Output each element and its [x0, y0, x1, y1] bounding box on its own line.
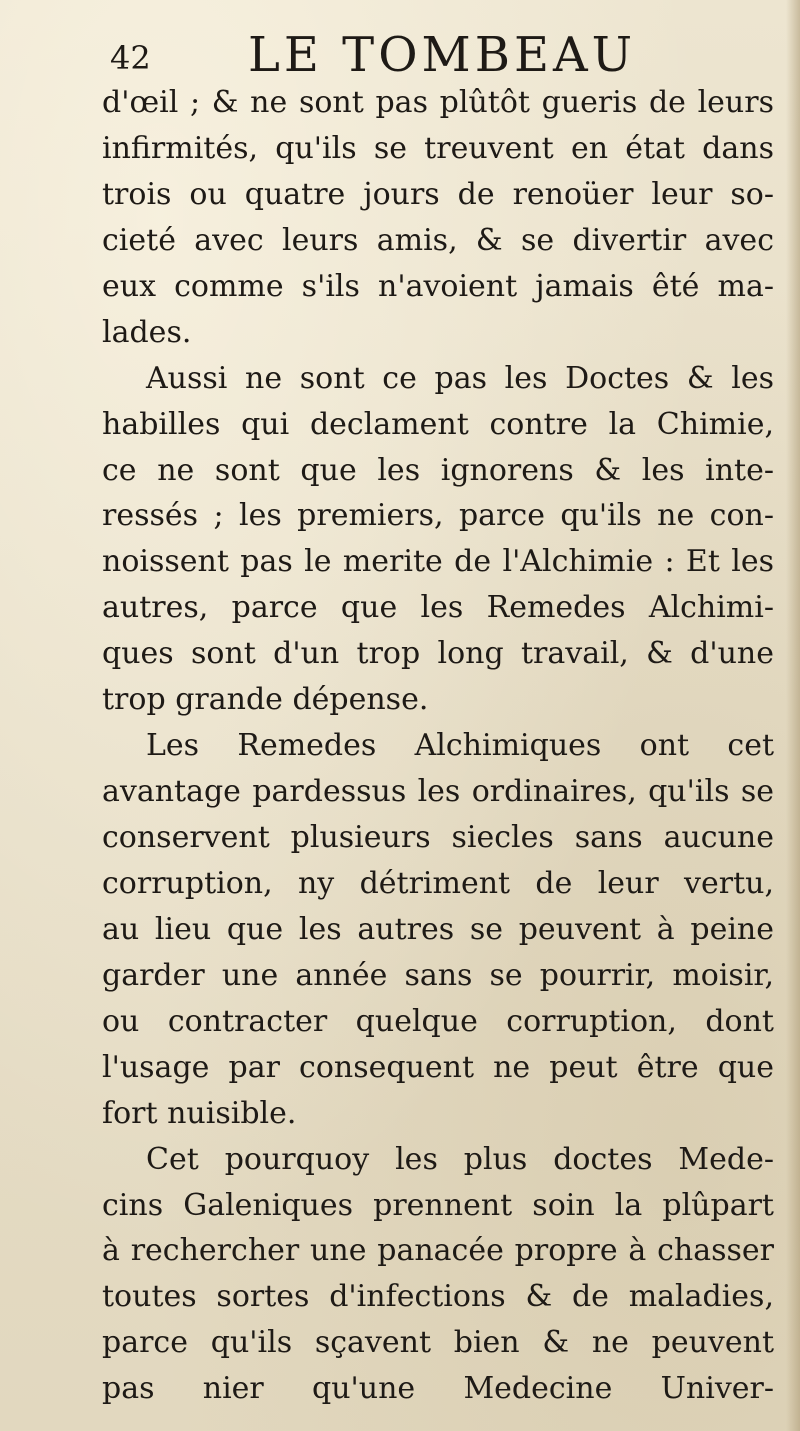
text-line: ques sont d'un trop long travail, & d'une [102, 636, 774, 672]
text-line: autres, parce que les Remedes Alchimi- [102, 590, 774, 626]
text-line: Cet pourquoy les plus doctes Mede- [146, 1141, 774, 1177]
text-line: ce ne sont que les ignorens & les inte- [102, 452, 774, 488]
text-line: avantage pardessus les ordinaires, qu'ils se [102, 774, 774, 810]
text-line: ou contracter quelque corruption, dont [102, 1003, 774, 1039]
text-line: lades. [102, 314, 192, 350]
page-edge-shadow [786, 0, 800, 1431]
text-line: corruption, ny détriment de leur vertu, [102, 865, 774, 901]
text-line: trois ou quatre jours de renoüer leur so- [102, 176, 774, 212]
text-line: trop grande dépense. [102, 682, 429, 718]
text-line: à rechercher une panacée propre à chasser [102, 1233, 774, 1269]
text-line: parce qu'ils sçavent bien & ne peuvent [102, 1325, 774, 1361]
running-title: LE TOMBEAU [248, 27, 637, 83]
text-line: habilles qui declament contre la Chimie, [102, 406, 774, 442]
text-line: cins Galeniques prennent soin la plûpart [102, 1187, 774, 1223]
page-number: 42 [110, 39, 151, 77]
text-line: toutes sortes d'infections & de maladies, [102, 1279, 774, 1315]
paragraph-2 [102, 356, 774, 724]
text-line: infirmités, qu'ils se treuvent en état dans [102, 130, 774, 166]
text-body [102, 80, 774, 1412]
text-line: eux comme s'ils n'avoient jamais êté ma- [102, 268, 774, 304]
text-line: Les Remedes Alchimiques ont cet [146, 728, 774, 764]
text-line: pas nier qu'une Medecine Univer- [102, 1371, 774, 1407]
text-line: garder une année sans se pourrir, moisir, [102, 957, 774, 993]
text-line: d'œil ; & ne sont pas plûtôt gueris de leurs [102, 85, 774, 120]
text-line: conservent plusieurs siecles sans aucune [102, 820, 774, 855]
paragraph-3 [102, 723, 774, 1136]
text-line: cieté avec leurs amis, & se divertir avec [102, 222, 774, 258]
text-line: noissent pas le merite de l'Alchimie : Et les [102, 544, 774, 580]
text-line: l'usage par consequent ne peut être que [102, 1049, 774, 1085]
text-line: Aussi ne sont ce pas les Doctes & les [146, 360, 774, 396]
text-line: au lieu que les autres se peuvent à peine [102, 911, 774, 947]
paragraph-4 [102, 1137, 774, 1413]
text-line: fort nuisible. [102, 1095, 297, 1131]
paragraph-1 [102, 80, 774, 356]
text-line: ressés ; les premiers, parce qu'ils ne con- [102, 498, 774, 534]
